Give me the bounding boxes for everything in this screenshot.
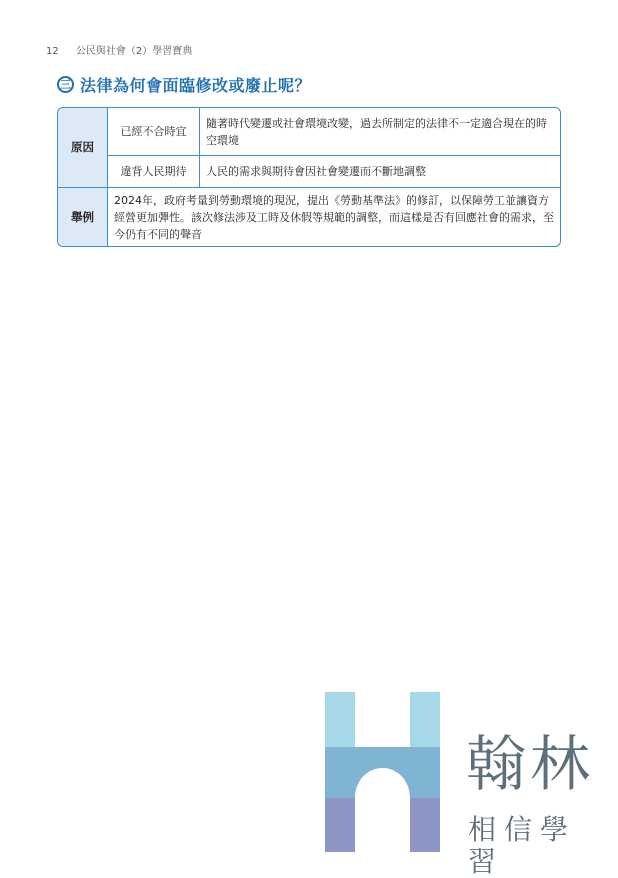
page-number: 12 <box>46 46 59 57</box>
reason-label: 違背人民期待 <box>108 156 200 187</box>
reason-text: 人民的需求與期待會因社會變遷而不斷地調整 <box>206 165 426 178</box>
section-number-badge: 三 <box>57 76 74 93</box>
reason-text: 隨著時代變遷或社會環境改變，過去所制定的法律不一定適合現在的時空環境 <box>206 116 547 147</box>
reason-item <box>108 156 560 187</box>
logo-slogan: 相信學習 <box>468 813 577 878</box>
page-header <box>46 42 192 57</box>
logo-h-mark <box>325 692 440 852</box>
reason-item <box>108 108 560 156</box>
reason-heading: 原因 <box>58 108 108 187</box>
logo-name: 翰林 <box>466 730 594 800</box>
publisher-logo <box>325 692 605 878</box>
book-title: 公民與社會（2）學習寶典 <box>75 46 193 57</box>
section-heading <box>57 73 311 95</box>
example-text: 2024年，政府考量到勞動環境的現況，提出《勞動基準法》的修訂，以保障勞工並讓資方經營更加彈性。該次修法涉及工時及休假等規範的調整，而這樣是否有回應社會的需求，至今仍有不同的聲音 <box>114 194 554 241</box>
info-table <box>57 107 561 247</box>
example-heading: 舉例 <box>58 188 108 247</box>
reason-label: 已經不合時宜 <box>108 108 200 155</box>
reason-row <box>58 108 560 188</box>
example-row <box>58 188 560 247</box>
section-title: 法律為何會面臨修改或廢止呢？ <box>80 75 312 95</box>
